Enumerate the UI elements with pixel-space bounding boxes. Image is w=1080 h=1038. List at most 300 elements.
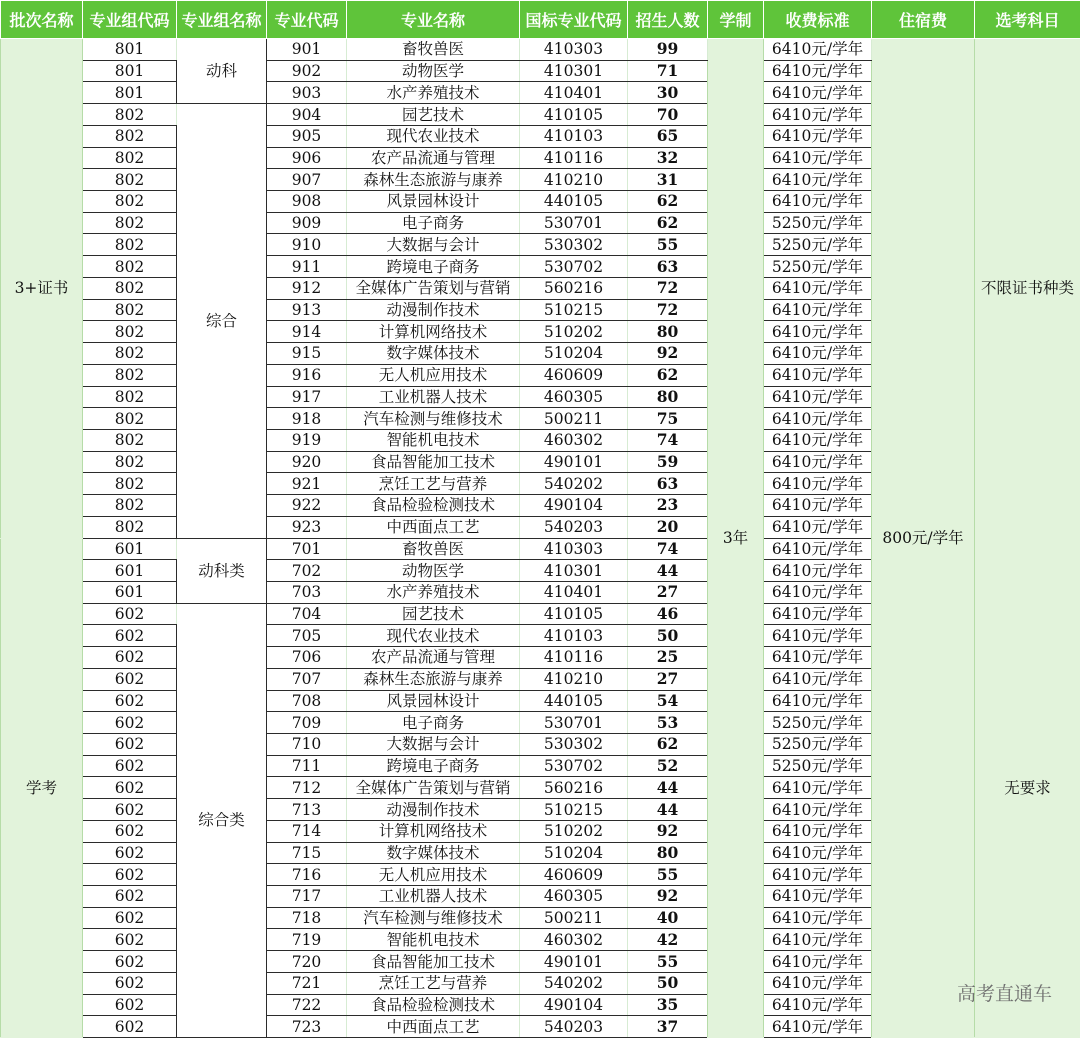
national-code-cell: 540203 (520, 516, 628, 538)
major-name-cell: 计算机网络技术 (347, 820, 520, 842)
national-code-cell: 410105 (520, 603, 628, 625)
tuition-cell: 6410元/学年 (764, 907, 872, 929)
major-code-cell: 908 (267, 191, 347, 213)
major-code-cell: 907 (267, 169, 347, 191)
enrollment-count-cell: 25 (628, 647, 708, 669)
major-code-cell: 912 (267, 277, 347, 299)
national-code-cell: 410103 (520, 625, 628, 647)
tuition-cell: 6410元/学年 (764, 495, 872, 517)
national-code-cell: 510215 (520, 299, 628, 321)
tuition-cell: 6410元/学年 (764, 191, 872, 213)
major-code-cell: 914 (267, 321, 347, 343)
national-code-cell: 540202 (520, 972, 628, 994)
tuition-cell: 6410元/学年 (764, 451, 872, 473)
major-code-cell: 909 (267, 212, 347, 234)
major-name-cell: 动漫制作技术 (347, 799, 520, 821)
major-name-cell: 汽车检测与维修技术 (347, 907, 520, 929)
major-code-cell: 719 (267, 929, 347, 951)
group-code-cell: 802 (83, 451, 177, 473)
group-code-cell: 802 (83, 104, 177, 126)
major-name-cell: 中西面点工艺 (347, 516, 520, 538)
major-code-cell: 911 (267, 256, 347, 278)
group-code-cell: 602 (83, 864, 177, 886)
group-code-cell: 801 (83, 82, 177, 104)
enrollment-count-cell: 62 (628, 212, 708, 234)
enrollment-count-cell: 70 (628, 104, 708, 126)
group-code-cell: 802 (83, 364, 177, 386)
major-name-cell: 森林生态旅游与康养 (347, 169, 520, 191)
major-name-cell: 电子商务 (347, 712, 520, 734)
tuition-cell: 6410元/学年 (764, 343, 872, 365)
national-code-cell: 530702 (520, 755, 628, 777)
enrollment-count-cell: 55 (628, 951, 708, 973)
tuition-cell: 6410元/学年 (764, 408, 872, 430)
national-code-cell: 560216 (520, 277, 628, 299)
major-code-cell: 922 (267, 495, 347, 517)
tuition-cell: 6410元/学年 (764, 169, 872, 191)
major-name-cell: 园艺技术 (347, 603, 520, 625)
national-code-cell: 540203 (520, 1016, 628, 1038)
major-code-cell: 703 (267, 581, 347, 603)
group-code-cell: 602 (83, 755, 177, 777)
duration-cell: 3年 (708, 39, 764, 1038)
national-code-cell: 410116 (520, 147, 628, 169)
tuition-cell: 6410元/学年 (764, 473, 872, 495)
enrollment-count-cell: 80 (628, 842, 708, 864)
major-name-cell: 中西面点工艺 (347, 1016, 520, 1038)
watermark: 高考直通车 (957, 979, 1052, 1006)
table-row (1, 39, 1080, 61)
enrollment-count-cell: 23 (628, 495, 708, 517)
major-name-cell: 动漫制作技术 (347, 299, 520, 321)
major-name-cell: 现代农业技术 (347, 125, 520, 147)
tuition-cell: 6410元/学年 (764, 647, 872, 669)
national-code-cell: 460305 (520, 386, 628, 408)
header-duration: 学制 (708, 1, 764, 39)
enrollment-count-cell: 42 (628, 929, 708, 951)
tuition-cell: 5250元/学年 (764, 734, 872, 756)
national-code-cell: 490101 (520, 951, 628, 973)
national-code-cell: 500211 (520, 408, 628, 430)
header-group-name: 专业组名称 (177, 1, 267, 39)
major-name-cell: 食品检验检测技术 (347, 994, 520, 1016)
enrollment-count-cell: 44 (628, 560, 708, 582)
tuition-cell: 6410元/学年 (764, 516, 872, 538)
national-code-cell: 410303 (520, 39, 628, 61)
group-code-cell: 802 (83, 147, 177, 169)
tuition-cell: 6410元/学年 (764, 820, 872, 842)
major-code-cell: 913 (267, 299, 347, 321)
tuition-cell: 6410元/学年 (764, 625, 872, 647)
enrollment-count-cell: 72 (628, 299, 708, 321)
group-code-cell: 602 (83, 929, 177, 951)
group-code-cell: 602 (83, 1016, 177, 1038)
enrollment-count-cell: 53 (628, 712, 708, 734)
group-code-cell: 602 (83, 603, 177, 625)
major-code-cell: 717 (267, 886, 347, 908)
group-code-cell: 602 (83, 799, 177, 821)
group-code-cell: 802 (83, 516, 177, 538)
national-code-cell: 410116 (520, 647, 628, 669)
national-code-cell: 440105 (520, 690, 628, 712)
major-name-cell: 跨境电子商务 (347, 755, 520, 777)
enrollment-count-cell: 55 (628, 864, 708, 886)
major-name-cell: 食品智能加工技术 (347, 451, 520, 473)
tuition-cell: 6410元/学年 (764, 777, 872, 799)
tuition-cell: 5250元/学年 (764, 212, 872, 234)
major-name-cell: 无人机应用技术 (347, 364, 520, 386)
group-code-cell: 602 (83, 994, 177, 1016)
enrollment-count-cell: 80 (628, 321, 708, 343)
enrollment-count-cell: 50 (628, 625, 708, 647)
enrollment-count-cell: 65 (628, 125, 708, 147)
group-name-cell: 综合类 (177, 603, 267, 1037)
header-group-code: 专业组代码 (83, 1, 177, 39)
header-subjects: 选考科目 (975, 1, 1080, 39)
national-code-cell: 410401 (520, 581, 628, 603)
major-code-cell: 702 (267, 560, 347, 582)
tuition-cell: 6410元/学年 (764, 842, 872, 864)
enrollment-count-cell: 54 (628, 690, 708, 712)
major-code-cell: 706 (267, 647, 347, 669)
major-name-cell: 计算机网络技术 (347, 321, 520, 343)
group-code-cell: 601 (83, 581, 177, 603)
enrollment-count-cell: 27 (628, 581, 708, 603)
group-code-cell: 602 (83, 951, 177, 973)
group-code-cell: 802 (83, 125, 177, 147)
tuition-cell: 6410元/学年 (764, 104, 872, 126)
group-name-cell: 动科 (177, 39, 267, 104)
major-name-cell: 食品检验检测技术 (347, 495, 520, 517)
group-code-cell: 602 (83, 777, 177, 799)
enrollment-count-cell: 62 (628, 191, 708, 213)
national-code-cell: 490104 (520, 495, 628, 517)
national-code-cell: 530302 (520, 734, 628, 756)
tuition-cell: 6410元/学年 (764, 429, 872, 451)
tuition-cell: 6410元/学年 (764, 386, 872, 408)
major-name-cell: 工业机器人技术 (347, 886, 520, 908)
enrollment-count-cell: 62 (628, 364, 708, 386)
national-code-cell: 460609 (520, 364, 628, 386)
national-code-cell: 530302 (520, 234, 628, 256)
group-code-cell: 602 (83, 907, 177, 929)
major-code-cell: 906 (267, 147, 347, 169)
major-name-cell: 全媒体广告策划与营销 (347, 277, 520, 299)
major-name-cell: 风景园林设计 (347, 191, 520, 213)
major-code-cell: 718 (267, 907, 347, 929)
enrollment-count-cell: 52 (628, 755, 708, 777)
header-national-code: 国标专业代码 (520, 1, 628, 39)
group-code-cell: 602 (83, 712, 177, 734)
major-name-cell: 食品智能加工技术 (347, 951, 520, 973)
major-code-cell: 710 (267, 734, 347, 756)
group-code-cell: 802 (83, 212, 177, 234)
enrollment-count-cell: 72 (628, 277, 708, 299)
major-name-cell: 智能机电技术 (347, 429, 520, 451)
batch-name-cell: 3+证书 (1, 39, 83, 539)
major-code-cell: 919 (267, 429, 347, 451)
tuition-cell: 6410元/学年 (764, 581, 872, 603)
group-code-cell: 602 (83, 842, 177, 864)
national-code-cell: 460305 (520, 886, 628, 908)
major-code-cell: 921 (267, 473, 347, 495)
tuition-cell: 6410元/学年 (764, 1016, 872, 1038)
enrollment-count-cell: 55 (628, 234, 708, 256)
batch-name-cell: 学考 (1, 538, 83, 1038)
enrollment-count-cell: 99 (628, 39, 708, 61)
national-code-cell: 460302 (520, 429, 628, 451)
group-code-cell: 802 (83, 169, 177, 191)
enrollment-count-cell: 40 (628, 907, 708, 929)
header-major-name: 专业名称 (347, 1, 520, 39)
group-code-cell: 601 (83, 538, 177, 560)
national-code-cell: 510202 (520, 321, 628, 343)
tuition-cell: 5250元/学年 (764, 755, 872, 777)
group-code-cell: 802 (83, 191, 177, 213)
group-code-cell: 802 (83, 234, 177, 256)
subject-requirement-cell: 无要求 (975, 538, 1080, 1038)
accommodation-cell: 800元/学年 (872, 39, 975, 1038)
group-code-cell: 602 (83, 886, 177, 908)
major-name-cell: 农产品流通与管理 (347, 147, 520, 169)
tuition-cell: 6410元/学年 (764, 277, 872, 299)
major-code-cell: 916 (267, 364, 347, 386)
enrollment-count-cell: 32 (628, 147, 708, 169)
major-name-cell: 数字媒体技术 (347, 343, 520, 365)
major-code-cell: 715 (267, 842, 347, 864)
national-code-cell: 500211 (520, 907, 628, 929)
tuition-cell: 6410元/学年 (764, 39, 872, 61)
major-code-cell: 918 (267, 408, 347, 430)
major-code-cell: 902 (267, 60, 347, 82)
major-name-cell: 大数据与会计 (347, 734, 520, 756)
tuition-cell: 5250元/学年 (764, 234, 872, 256)
major-code-cell: 701 (267, 538, 347, 560)
enrollment-count-cell: 46 (628, 603, 708, 625)
enrollment-count-cell: 27 (628, 668, 708, 690)
national-code-cell: 490101 (520, 451, 628, 473)
national-code-cell: 510204 (520, 343, 628, 365)
tuition-cell: 6410元/学年 (764, 147, 872, 169)
major-name-cell: 森林生态旅游与康养 (347, 668, 520, 690)
major-code-cell: 707 (267, 668, 347, 690)
enrollment-count-cell: 44 (628, 777, 708, 799)
group-code-cell: 802 (83, 495, 177, 517)
group-code-cell: 602 (83, 625, 177, 647)
major-code-cell: 903 (267, 82, 347, 104)
group-code-cell: 602 (83, 734, 177, 756)
national-code-cell: 510204 (520, 842, 628, 864)
enrollment-count-cell: 50 (628, 972, 708, 994)
major-name-cell: 农产品流通与管理 (347, 647, 520, 669)
group-code-cell: 802 (83, 343, 177, 365)
major-name-cell: 数字媒体技术 (347, 842, 520, 864)
national-code-cell: 410210 (520, 668, 628, 690)
tuition-cell: 6410元/学年 (764, 864, 872, 886)
major-name-cell: 动物医学 (347, 560, 520, 582)
group-name-cell: 综合 (177, 104, 267, 538)
table-header-row (1, 1, 1080, 39)
national-code-cell: 530702 (520, 256, 628, 278)
major-name-cell: 全媒体广告策划与营销 (347, 777, 520, 799)
group-code-cell: 802 (83, 408, 177, 430)
tuition-cell: 6410元/学年 (764, 538, 872, 560)
major-code-cell: 713 (267, 799, 347, 821)
tuition-cell: 6410元/学年 (764, 668, 872, 690)
major-name-cell: 智能机电技术 (347, 929, 520, 951)
enrollment-count-cell: 30 (628, 82, 708, 104)
enrollment-count-cell: 35 (628, 994, 708, 1016)
group-code-cell: 602 (83, 647, 177, 669)
major-name-cell: 园艺技术 (347, 104, 520, 126)
group-code-cell: 801 (83, 60, 177, 82)
major-code-cell: 910 (267, 234, 347, 256)
enrollment-count-cell: 92 (628, 886, 708, 908)
major-name-cell: 汽车检测与维修技术 (347, 408, 520, 430)
enrollment-count-cell: 74 (628, 538, 708, 560)
tuition-cell: 6410元/学年 (764, 886, 872, 908)
enrollment-count-cell: 80 (628, 386, 708, 408)
group-code-cell: 602 (83, 668, 177, 690)
group-code-cell: 802 (83, 299, 177, 321)
major-code-cell: 708 (267, 690, 347, 712)
group-code-cell: 802 (83, 256, 177, 278)
major-name-cell: 畜牧兽医 (347, 39, 520, 61)
major-code-cell: 901 (267, 39, 347, 61)
major-name-cell: 畜牧兽医 (347, 538, 520, 560)
group-code-cell: 602 (83, 972, 177, 994)
major-code-cell: 920 (267, 451, 347, 473)
major-code-cell: 721 (267, 972, 347, 994)
header-accommodation: 住宿费 (872, 1, 975, 39)
enrollment-count-cell: 20 (628, 516, 708, 538)
enrollment-count-cell: 59 (628, 451, 708, 473)
enrollment-count-cell: 31 (628, 169, 708, 191)
national-code-cell: 410301 (520, 60, 628, 82)
major-code-cell: 720 (267, 951, 347, 973)
header-tuition: 收费标准 (764, 1, 872, 39)
major-code-cell: 905 (267, 125, 347, 147)
national-code-cell: 410105 (520, 104, 628, 126)
national-code-cell: 410103 (520, 125, 628, 147)
major-name-cell: 现代农业技术 (347, 625, 520, 647)
major-name-cell: 水产养殖技术 (347, 581, 520, 603)
major-name-cell: 工业机器人技术 (347, 386, 520, 408)
header-batch: 批次名称 (1, 1, 83, 39)
major-name-cell: 烹饪工艺与营养 (347, 972, 520, 994)
major-code-cell: 723 (267, 1016, 347, 1038)
national-code-cell: 530701 (520, 212, 628, 234)
group-code-cell: 802 (83, 277, 177, 299)
enrollment-count-cell: 74 (628, 429, 708, 451)
major-name-cell: 水产养殖技术 (347, 82, 520, 104)
enrollment-count-cell: 63 (628, 256, 708, 278)
major-code-cell: 705 (267, 625, 347, 647)
major-code-cell: 917 (267, 386, 347, 408)
tuition-cell: 6410元/学年 (764, 929, 872, 951)
national-code-cell: 490104 (520, 994, 628, 1016)
major-code-cell: 714 (267, 820, 347, 842)
major-code-cell: 904 (267, 104, 347, 126)
tuition-cell: 6410元/学年 (764, 799, 872, 821)
major-name-cell: 动物医学 (347, 60, 520, 82)
major-name-cell: 无人机应用技术 (347, 864, 520, 886)
enrollment-count-cell: 37 (628, 1016, 708, 1038)
tuition-cell: 6410元/学年 (764, 690, 872, 712)
enrollment-count-cell: 44 (628, 799, 708, 821)
major-code-cell: 722 (267, 994, 347, 1016)
tuition-cell: 6410元/学年 (764, 994, 872, 1016)
subject-requirement-cell: 不限证书种类 (975, 39, 1080, 539)
group-code-cell: 802 (83, 386, 177, 408)
national-code-cell: 460609 (520, 864, 628, 886)
national-code-cell: 530701 (520, 712, 628, 734)
major-code-cell: 709 (267, 712, 347, 734)
national-code-cell: 510215 (520, 799, 628, 821)
tuition-cell: 6410元/学年 (764, 299, 872, 321)
group-code-cell: 801 (83, 39, 177, 61)
enrollment-count-cell: 62 (628, 734, 708, 756)
enrollment-count-cell: 92 (628, 820, 708, 842)
major-name-cell: 烹饪工艺与营养 (347, 473, 520, 495)
major-code-cell: 704 (267, 603, 347, 625)
tuition-cell: 6410元/学年 (764, 951, 872, 973)
group-code-cell: 802 (83, 429, 177, 451)
group-name-cell: 动科类 (177, 538, 267, 603)
group-code-cell: 601 (83, 560, 177, 582)
national-code-cell: 560216 (520, 777, 628, 799)
major-name-cell: 风景园林设计 (347, 690, 520, 712)
major-code-cell: 711 (267, 755, 347, 777)
tuition-cell: 5250元/学年 (764, 712, 872, 734)
national-code-cell: 540202 (520, 473, 628, 495)
major-code-cell: 712 (267, 777, 347, 799)
enrollment-count-cell: 75 (628, 408, 708, 430)
tuition-cell: 6410元/学年 (764, 972, 872, 994)
enrollment-count-cell: 71 (628, 60, 708, 82)
major-code-cell: 716 (267, 864, 347, 886)
national-code-cell: 440105 (520, 191, 628, 213)
national-code-cell: 510202 (520, 820, 628, 842)
major-name-cell: 跨境电子商务 (347, 256, 520, 278)
tuition-cell: 6410元/学年 (764, 603, 872, 625)
tuition-cell: 6410元/学年 (764, 560, 872, 582)
group-code-cell: 802 (83, 473, 177, 495)
header-major-code: 专业代码 (267, 1, 347, 39)
national-code-cell: 410210 (520, 169, 628, 191)
national-code-cell: 410303 (520, 538, 628, 560)
major-name-cell: 大数据与会计 (347, 234, 520, 256)
group-code-cell: 602 (83, 820, 177, 842)
tuition-cell: 5250元/学年 (764, 256, 872, 278)
enrollment-count-cell: 63 (628, 473, 708, 495)
enrollment-count-cell: 92 (628, 343, 708, 365)
major-code-cell: 923 (267, 516, 347, 538)
national-code-cell: 410301 (520, 560, 628, 582)
tuition-cell: 6410元/学年 (764, 364, 872, 386)
header-enrollment: 招生人数 (628, 1, 708, 39)
tuition-cell: 6410元/学年 (764, 60, 872, 82)
group-code-cell: 602 (83, 690, 177, 712)
national-code-cell: 460302 (520, 929, 628, 951)
major-name-cell: 电子商务 (347, 212, 520, 234)
major-code-cell: 915 (267, 343, 347, 365)
tuition-cell: 6410元/学年 (764, 82, 872, 104)
group-code-cell: 802 (83, 321, 177, 343)
tuition-cell: 6410元/学年 (764, 321, 872, 343)
tuition-cell: 6410元/学年 (764, 125, 872, 147)
table-body (1, 39, 1080, 1038)
